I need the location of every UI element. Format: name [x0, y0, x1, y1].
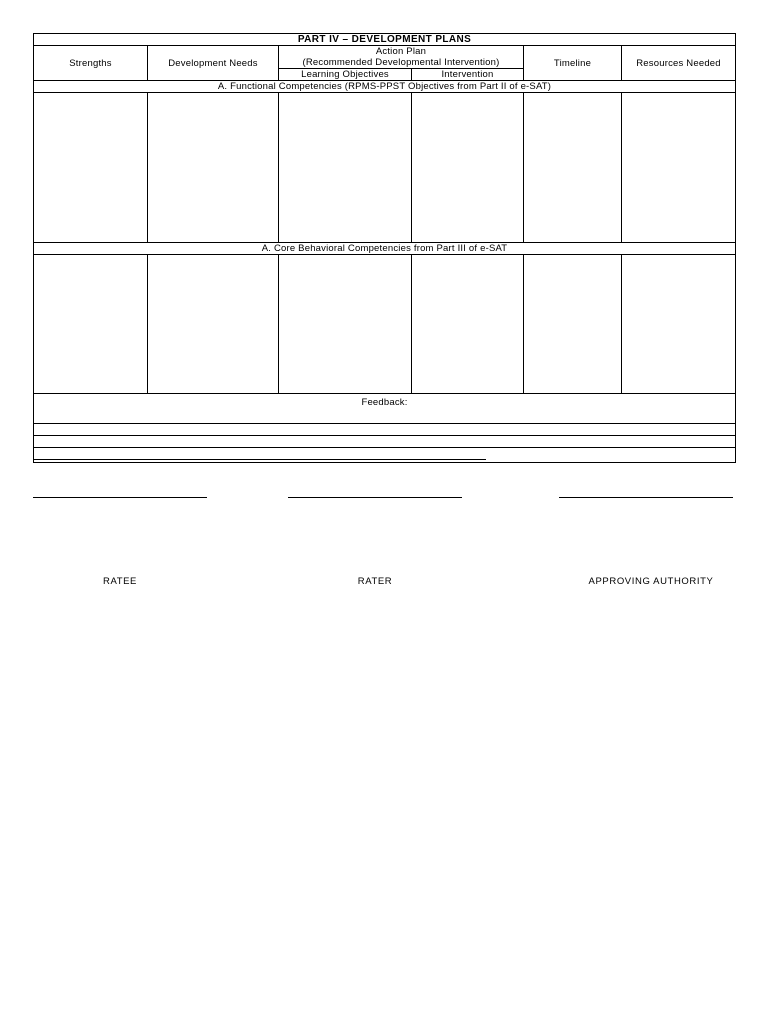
feedback-line[interactable]	[34, 412, 735, 424]
approving-authority-label: APPROVING AUTHORITY	[588, 576, 714, 587]
feedback-line[interactable]	[34, 436, 735, 448]
functional-learning-objectives-cell[interactable]	[279, 93, 412, 243]
header-development-needs: Development Needs	[148, 46, 279, 81]
rater-signature-line[interactable]	[288, 497, 462, 498]
section-core-behavioral-competencies: A. Core Behavioral Competencies from Part III of e-SAT	[34, 243, 736, 255]
header-resources-needed: Resources Needed	[622, 46, 736, 81]
header-learning-objectives: Learning Objectives	[279, 69, 412, 81]
ratee-label: RATEE	[103, 576, 137, 587]
feedback-line[interactable]	[34, 448, 486, 460]
behavioral-strengths-cell[interactable]	[34, 255, 148, 394]
rater-label: RATER	[357, 576, 393, 587]
development-plan-table	[33, 33, 736, 463]
header-timeline: Timeline	[524, 46, 622, 81]
action-plan-sublabel: (Recommended Developmental Intervention)	[302, 57, 500, 68]
behavioral-intervention-cell[interactable]	[412, 255, 524, 394]
behavioral-learning-objectives-cell[interactable]	[279, 255, 412, 394]
functional-strengths-cell[interactable]	[34, 93, 148, 243]
functional-intervention-cell[interactable]	[412, 93, 524, 243]
feedback-label: Feedback:	[361, 396, 408, 408]
header-action-plan	[279, 46, 524, 69]
approving-authority-signature-line[interactable]	[559, 497, 733, 498]
functional-resources-cell[interactable]	[622, 93, 736, 243]
action-plan-label: Action Plan	[375, 46, 427, 57]
header-strengths: Strengths	[34, 46, 148, 81]
page-title: PART IV – DEVELOPMENT PLANS	[34, 34, 736, 46]
behavioral-resources-cell[interactable]	[622, 255, 736, 394]
section-functional-competencies: A. Functional Competencies (RPMS-PPST Objectives from Part II of e-SAT)	[34, 81, 736, 93]
feedback-section[interactable]	[34, 394, 736, 463]
header-intervention: Intervention	[412, 69, 524, 81]
ratee-signature-line[interactable]	[33, 497, 207, 498]
behavioral-timeline-cell[interactable]	[524, 255, 622, 394]
feedback-line[interactable]	[34, 424, 735, 436]
functional-timeline-cell[interactable]	[524, 93, 622, 243]
functional-development-needs-cell[interactable]	[148, 93, 279, 243]
behavioral-development-needs-cell[interactable]	[148, 255, 279, 394]
